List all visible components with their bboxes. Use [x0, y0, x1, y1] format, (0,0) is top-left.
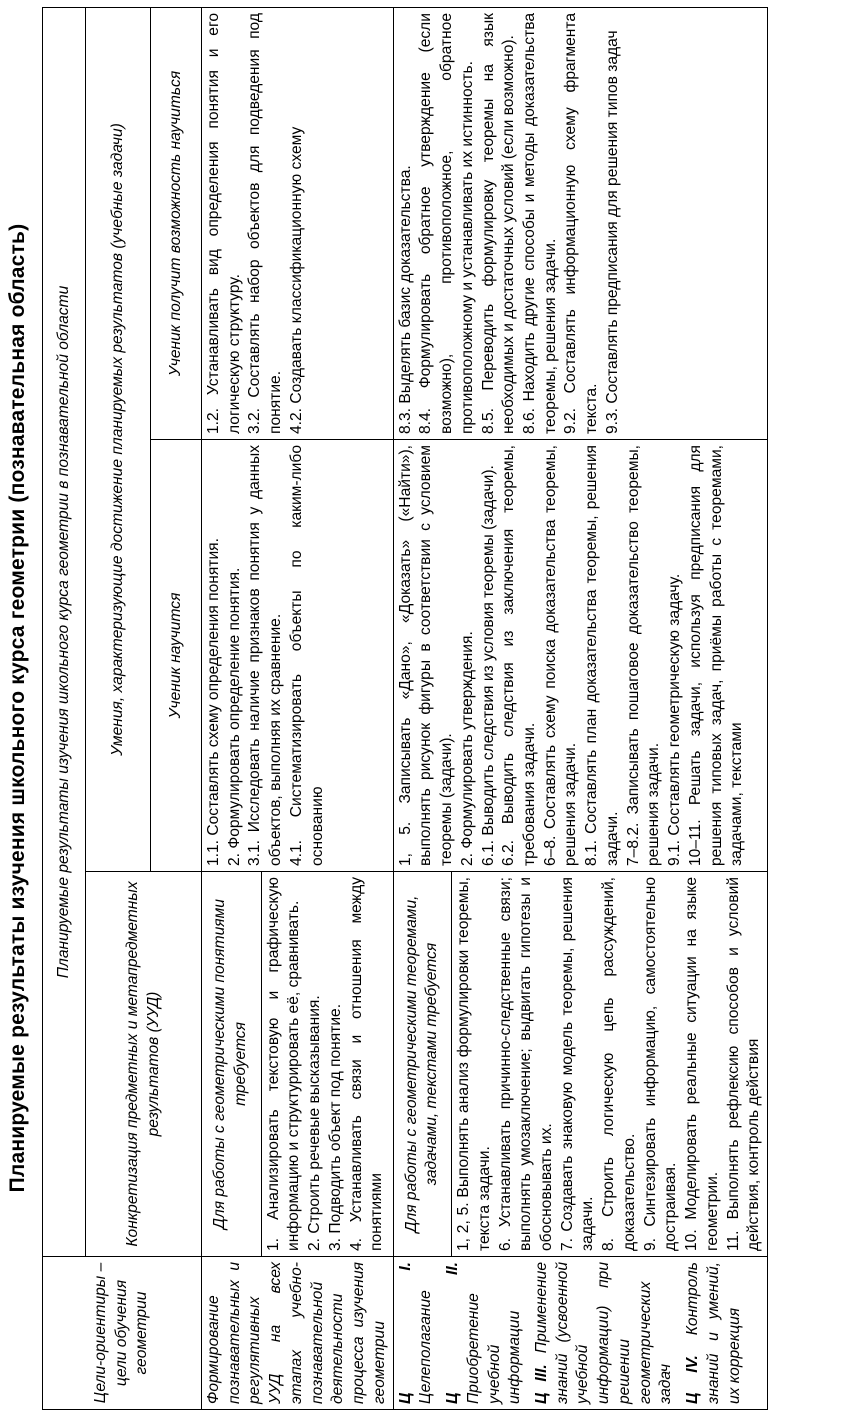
uud-header: Конкретизация предметных и метапредметных результатов (УУД) — [86, 872, 202, 1257]
section2-uud — [452, 872, 768, 1257]
list-item: 4.2. Создавать классификационную схему — [287, 126, 305, 434]
header-row-2 — [86, 8, 151, 1410]
section1-may — [202, 8, 394, 440]
list-item: 9.2. Составлять информационную схему фрагмента текста. — [562, 13, 601, 434]
list-item: 11. Выполнять рефлексию способов и условий действия, контроль действия — [724, 877, 763, 1251]
list-item: 2. Формулировать утверждения. — [458, 631, 476, 866]
goal-number: Ц I. — [396, 1262, 414, 1404]
section2-subheader: Для работы с геометрическими теоремами, задачами, текстами требуется — [393, 872, 451, 1257]
list-item: 4. Устанавливать связи и отношения между понятиями — [347, 877, 386, 1251]
may-learn-header: Ученик получит возможность научиться — [151, 8, 202, 440]
goal-text: Применение знаний (усвоенной учебной информации) при решении геометрических задач — [533, 1262, 675, 1404]
list-item: 2. Формулировать определение понятия. — [225, 567, 243, 866]
page-title: Планируемые результаты изучения школьного курса геометрии (познавательная область) — [6, 223, 29, 1193]
list-item: 7–8.2. Записывать пошаговое доказательство теоремы, решения задачи. — [624, 445, 663, 866]
will-learn-header: Ученик научится — [151, 440, 202, 872]
goal-number: Ц II. — [444, 1262, 462, 1404]
list-item: 1, 2, 5. Выполнять анализ формулировки теоремы, текста задачи. — [455, 877, 493, 1251]
list-item: 1. Анализировать текстовую и графическую информацию и структурировать её, сравнивать. — [264, 877, 303, 1251]
list-item: 6. Устанавливать причинно-следственные связи; выполнять умозаключение; выдвигать гипотезы и обосновывать их. — [496, 877, 556, 1251]
list-item: 10–11. Решать задачи, используя предписания для решения типовых задач, приёмы работы с теоремами, задачами, текстами — [686, 445, 746, 866]
section1-subheader-row — [202, 8, 262, 1410]
list-item: 9.3. Составлять предписания для решения типов задач — [603, 30, 621, 434]
section1-subheader: Для работы с геометрическими понятиями требуется — [202, 872, 262, 1257]
section2-learn — [393, 440, 767, 872]
list-item: 9. Синтезировать информацию, самостоятельно достраивая. — [641, 877, 680, 1251]
list-item: 8.3. Выделять базис доказательства. — [396, 165, 414, 434]
results-group-header: Планируемые результаты изучения школьного курса геометрии в познавательной области — [43, 8, 86, 1257]
list-item: 8.1. Составлять план доказательства теоремы, решения задачи. — [583, 445, 621, 866]
skills-header: Умения, характеризующие достижение планируемых результатов (учебные задачи) — [86, 8, 151, 872]
list-item: 10. Моделировать реальные ситуации на языке геометрии. — [683, 877, 721, 1251]
list-item: 9.1. Составлять геометрическую задачу. — [666, 573, 684, 866]
goal-number: Ц IV. — [684, 1355, 702, 1404]
goals-header: Цели-ориентиры – цели обучения геометрии — [43, 1257, 202, 1410]
section2-may — [393, 8, 767, 440]
section1-learn — [202, 440, 394, 872]
goal-text: Целеполагание — [417, 1290, 435, 1404]
results-table — [42, 7, 768, 1410]
list-item: 6.1. Выводить следствия из условия теоремы (задачи). — [479, 465, 497, 866]
goal-number: Ц III. — [533, 1364, 551, 1404]
header-row-1 — [43, 8, 86, 1410]
section1-uud — [261, 872, 393, 1257]
section1-goal: Формирование познавательных и регулятивных УУД на всех этапах учебно-познавательной деятельности процесса изучения геометрии — [202, 1257, 394, 1410]
list-item: 8. Строить логическую цепь рассуждений, доказательство. — [600, 877, 638, 1251]
list-item: 1.2. Устанавливать вид определения понятия и его логическую структуру. — [205, 13, 243, 434]
list-item: 3. Подводить объект под понятие. — [326, 1003, 344, 1251]
section2-goals — [393, 1257, 767, 1410]
list-item: 8.6. Находить другие способы и методы доказательства теоремы, решения задачи. — [521, 13, 559, 434]
list-item: 8.5. Переводить формулировку теоремы на язык необходимых и достаточных условий (если возможно). — [479, 13, 518, 434]
section2-subheader-row — [393, 8, 451, 1410]
list-item: 7. Создавать знаковую модель теоремы, решения задачи. — [558, 877, 597, 1251]
list-item: 6–8. Составлять схему поиска доказательства теоремы, решения задачи. — [541, 445, 580, 866]
list-item: 4.1. Систематизировать объекты по каким-либо основанию — [287, 445, 326, 866]
goal-text: Приобретение учебной информации — [464, 1293, 524, 1404]
list-item: 3.1. Исследовать наличие признаков понятия у данных объектов, выполняя их сравнение. — [246, 445, 285, 866]
goal-text: Контроль знаний и умений, их коррекция — [684, 1262, 743, 1404]
list-item: 3.2. Составлять набор объектов для подведения под понятие. — [246, 13, 285, 434]
list-item: 8.4. Формулировать обратное утверждение (если возможно), противоположное, обратное противоположному и устанавливать их истинность. — [417, 13, 476, 434]
list-item: 6.2. Выводить следствия из заключения теоремы, требования задачи. — [500, 445, 539, 866]
list-item: 1.1. Составлять схему определения понятия. — [205, 538, 222, 866]
list-item: 2. Строить речевые высказывания. — [306, 995, 324, 1251]
list-item: 1, 5. Записывать «Дано», «Доказать» («Найти»), выполнять рисунок фигуры в соответствии с условием теоремы (задачи). — [396, 445, 456, 866]
